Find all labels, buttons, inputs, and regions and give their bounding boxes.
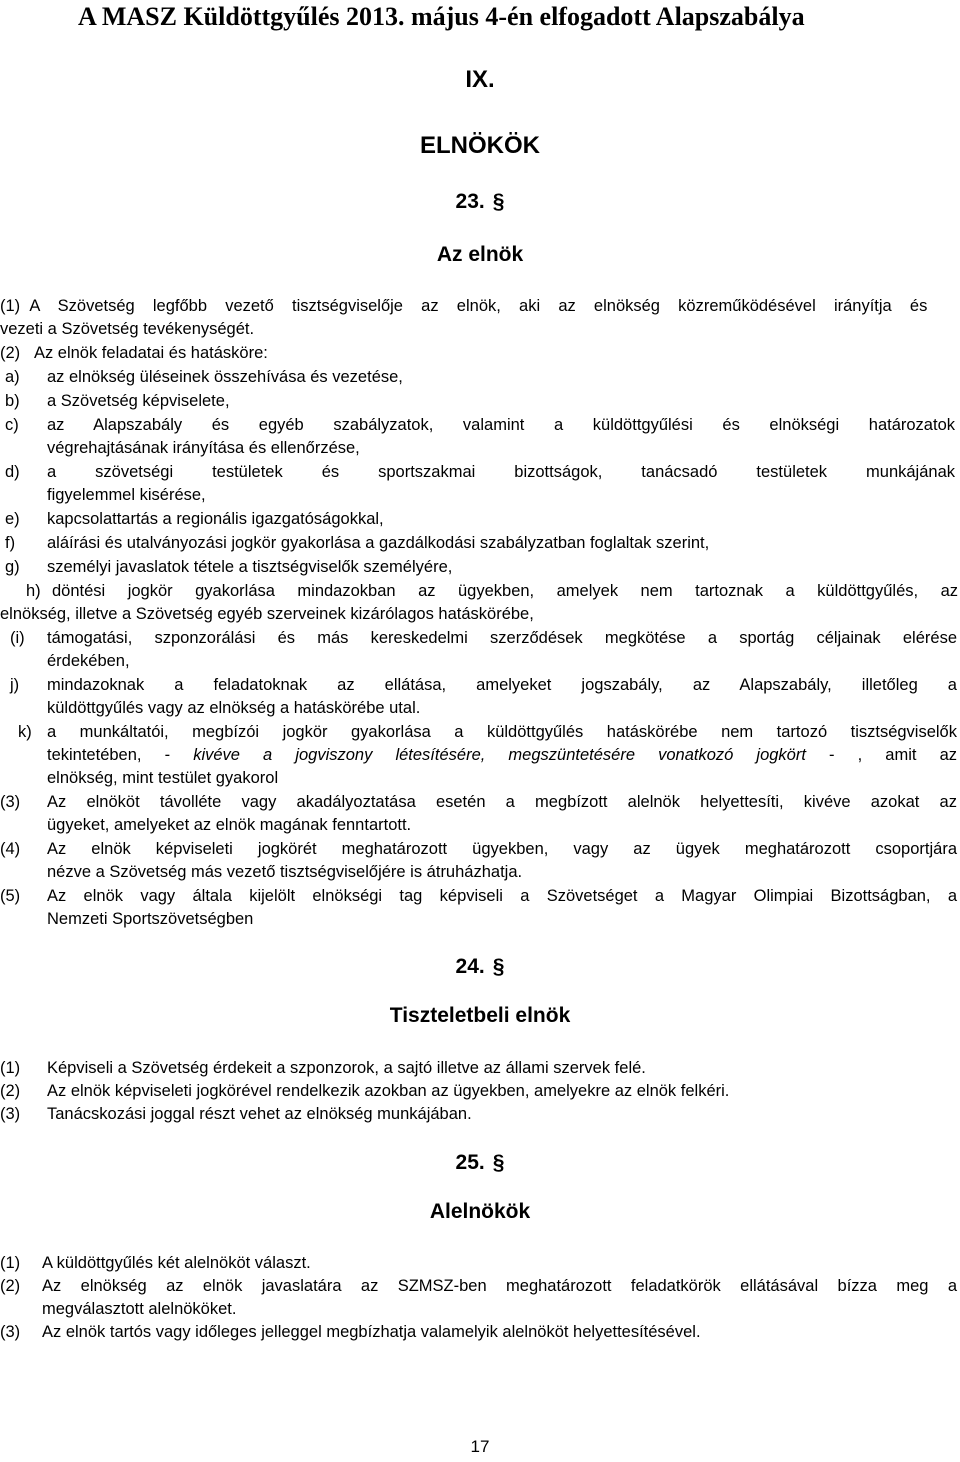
paragraph-line: (1) A küldöttgyűlés két alelnököt választ. [0, 1254, 311, 1272]
list-item: b) a Szövetség képviselete, [5, 392, 230, 410]
list-item: c) az Alapszabály és egyéb szabályzatok, valamint a küldöttgyűlési és elnökségi határozatok [5, 416, 955, 434]
paragraph-continuation: nézve a Szövetség más vezető tisztségviselőjére is átruházhatja. [47, 863, 523, 881]
list-item: g) személyi javaslatok tétele a tisztségviselők személyére, [5, 558, 453, 576]
list-item-continuation: érdekében, [47, 652, 130, 670]
list-item-continuation: végrehajtásának irányítása és ellenőrzése, [47, 439, 360, 457]
paragraph-line: vezeti a Szövetség tevékenységét. [0, 320, 255, 338]
paragraph-line: (1) A Szövetség legfőbb vezető tisztségviselője az elnök, aki az elnökség közreműködésével irányítja és [0, 297, 928, 315]
list-item: f) aláírási és utalványozási jogkör gyakorlása a gazdálkodási szabályzatban foglaltak szerint, [5, 534, 710, 552]
page-number: 17 [470, 1437, 490, 1456]
list-item: h) döntési jogkör gyakorlása mindazokban az ügyekben, amelyek nem tartoznak a küldöttgyűlés, az [26, 582, 958, 600]
list-item: j) mindazoknak a feladatoknak az ellátása, amelyeket jogszabály, az Alapszabály, illetőleg a [10, 676, 957, 694]
list-item-continuation: elnökség, mint testület gyakorol [47, 769, 279, 787]
section-title: Az elnök [436, 243, 524, 266]
section-heading-23 [0, 190, 960, 214]
list-item-continuation: elnökség, illetve a Szövetség egyéb szerveinek kizárólagos hatáskörébe, [0, 605, 534, 623]
paragraph-line: (2) Az elnökség az elnök javaslatára az SZMSZ-ben meghatározott feladatkörök ellátásával bízza meg a [0, 1277, 957, 1295]
chapter-number: IX. [465, 66, 495, 93]
paragraph-line: (1) Képviseli a Szövetség érdekeit a szponzorok, a sajtó illetve az állami szervek felé. [0, 1059, 646, 1077]
section-heading-25 [0, 1151, 960, 1175]
running-header: A MASZ Küldöttgyűlés 2013. május 4-én elfogadott Alapszabálya [78, 2, 805, 31]
paragraph-line: (3) Tanácskozási joggal részt vehet az elnökség munkájában. [0, 1105, 472, 1123]
paragraph-continuation: Nemzeti Sportszövetségben [47, 910, 254, 928]
section-symbol: § [492, 190, 505, 213]
section-title: Alelnökök [429, 1200, 531, 1223]
paragraph-line: (3) Az elnököt távolléte vagy akadályoztatása esetén a megbízott alelnök helyettesíti, kivéve azokat az [0, 793, 957, 811]
list-item-continuation: figyelemmel kisérése, [47, 486, 206, 504]
section-title: Tiszteletbeli elnök [389, 1004, 571, 1027]
list-item: e) kapcsolattartás a regionális igazgatóságokkal, [5, 510, 384, 528]
section-symbol: § [492, 1151, 505, 1174]
paragraph-continuation: ügyeket, amelyeket az elnök magának fenntartott. [47, 816, 412, 834]
section-number: 23. [455, 190, 485, 213]
paragraph-line: (3) Az elnök tartós vagy időleges jelleggel megbízhatja valamelyik alelnököt helyettesítésével. [0, 1323, 701, 1341]
chapter-title: ELNÖKÖK [420, 132, 540, 159]
paragraph-line: (2) Az elnök képviseleti jogkörével rendelkezik azokban az ügyekben, amelyekre az elnök felkéri. [0, 1082, 730, 1100]
section-symbol: § [492, 955, 505, 978]
list-item-continuation: küldöttgyűlés vagy az elnökség a hatáskörébe utal. [47, 699, 421, 717]
list-item: d) a szövetségi testületek és sportszakmai bizottságok, tanácsadó testületek munkájának [5, 463, 955, 481]
paragraph-line: (2) Az elnök feladatai és hatásköre: [0, 344, 268, 362]
paragraph-line: (4) Az elnök képviseleti jogkörét meghatározott ügyekben, vagy az ügyek meghatározott csoportjára [0, 840, 957, 858]
paragraph-line: (5) Az elnök vagy általa kijelölt elnökségi tag képviseli a Szövetséget a Magyar Olimpiai Bizottságban, a [0, 887, 957, 905]
list-item: a) az elnökség üléseinek összehívása és vezetése, [5, 368, 403, 386]
list-item-continuation: tekintetében, - kivéve a jogviszony létesítésére, megszüntetésére vonatkozó jogkört - , amit az [47, 746, 957, 764]
section-number: 25. [455, 1151, 485, 1174]
list-item: (i) támogatási, szponzorálási és más kereskedelmi szerződések megkötése a sportág céljainak elérése [10, 629, 957, 647]
paragraph-continuation: megválasztott alelnököket. [42, 1300, 237, 1318]
section-heading-24 [0, 955, 960, 979]
section-number: 24. [455, 955, 485, 978]
list-item: k) a munkáltatói, megbízói jogkör gyakorlása a küldöttgyűlés hatáskörébe nem tartozó tisztségviselők [18, 723, 957, 741]
